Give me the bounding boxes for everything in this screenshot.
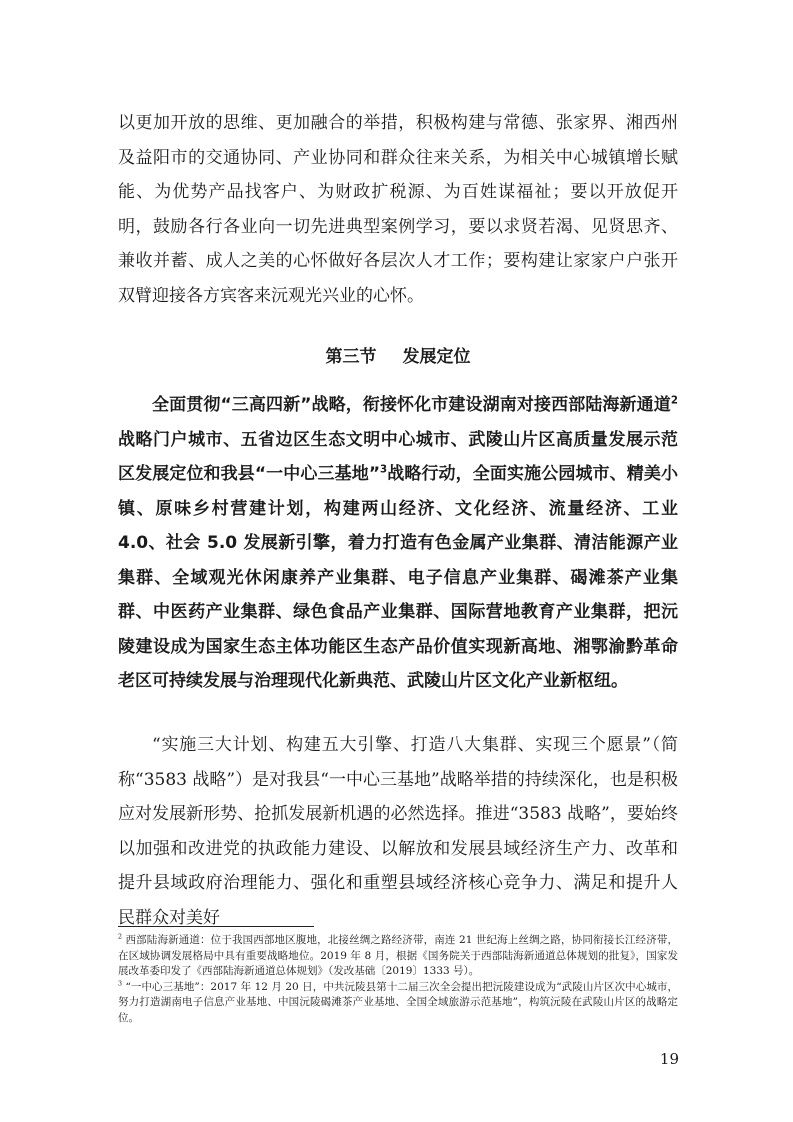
paragraph-3583-strategy: “实施三大计划、构建五大引擎、打造八大集群、实现三个愿景”（简称“3583 战略”）是对我县“一中心三基地”战略举措的持续深化，也是积极应对发展新形势、抢抓发展新机遇的必然选择。推进“3583 战略”，要始终以加强和改进党的执政能力建设、以解放和发展县域经济生产力、改革和提升县域政府治理能力、强化和重塑县域经济核心竞争力、满足和提升人民群众对美好 [118,735,678,928]
footnote-3 [118,980,678,1027]
paragraph-text-b: 战略门户城市、五省边区生态文明中心城市、武陵山片区高质量发展示范区发展定位和我县“一中心三基地” [118,429,678,484]
footnote-mark: 3 [118,980,123,987]
footnote-mark: 2 [118,933,123,941]
footnote-text: “一中心三基地”：2017 年 12 月 20 日，中共沅陵县第十二届三次全会提出把沅陵建设成为“武陵山片区次中心城市，努力打造湖南电子信息产业基地、中国沅陵碣滩茶产业基地、全国全域旅游示范基地”，构筑沅陵在武陵山片区的战略定位。 [118,980,678,1024]
footnote-divider [118,926,314,927]
footnote-ref-3[interactable]: 3 [380,464,388,476]
footnote-2 [118,933,678,980]
paragraph-text-c: 战略行动，全面实施公园城市、精美小镇、原味乡村营建计划，构建两山经济、文化经济、流量经济、工业 4.0、社会 5.0 发展新引擎，着力打造有色金属产业集群、清洁能源产业集群、全域观光休闲康养产业集群、电子信息产业集群、碣滩茶产业集群、中医药产业集群、绿色食品产业集群、国际营地教育产业集群，把沅陵建设成为国家生态主体功能区生态产品价值实现新高地、湘鄂渝黔革命老区可持续发展与治理现代化新典范、武陵山片区文化产业新枢纽。 [118,464,678,691]
paragraph-development-positioning [118,388,678,699]
footnote-text: 西部陆海新通道：位于我国西部地区腹地，北接丝绸之路经济带，南连 21 世纪海上丝绸之路，协同衔接长江经济带，在区域协调发展格局中具有重要战略地位。2019 年 8 月，根据《国务院关于西部陆海新通道总体规划的批复》，国家发展改革委印发了《西部陆海新通道总体规划》（发改基础〔2019〕1333 号）。 [118,934,678,977]
footnote-ref-2[interactable]: 2 [670,395,678,407]
page-number: 19 [659,1050,679,1068]
footnotes [118,933,678,1026]
section-heading: 第三节 发展定位 [325,347,471,367]
paragraph-opening: 以更加开放的思维、更加融合的举措，积极构建与常德、张家界、湘西州及益阳市的交通协同、产业协同和群众往来关系，为相关中心城镇增长赋能、为优势产品找客户、为财政扩税源、为百姓谋福祉；要以开放促开明，鼓励各行各业向一切先进典型案例学习，要以求贤若渴、见贤思齐、兼收并蓄、成人之美的心怀做好各层次人才工作；要构建让家家户户张开双臂迎接各方宾客来沅观光兴业的心怀。 [118,113,678,306]
paragraph-text-a: 全面贯彻“三高四新”战略，衔接怀化市建设湖南对接西部陆海新通道 [152,395,671,415]
